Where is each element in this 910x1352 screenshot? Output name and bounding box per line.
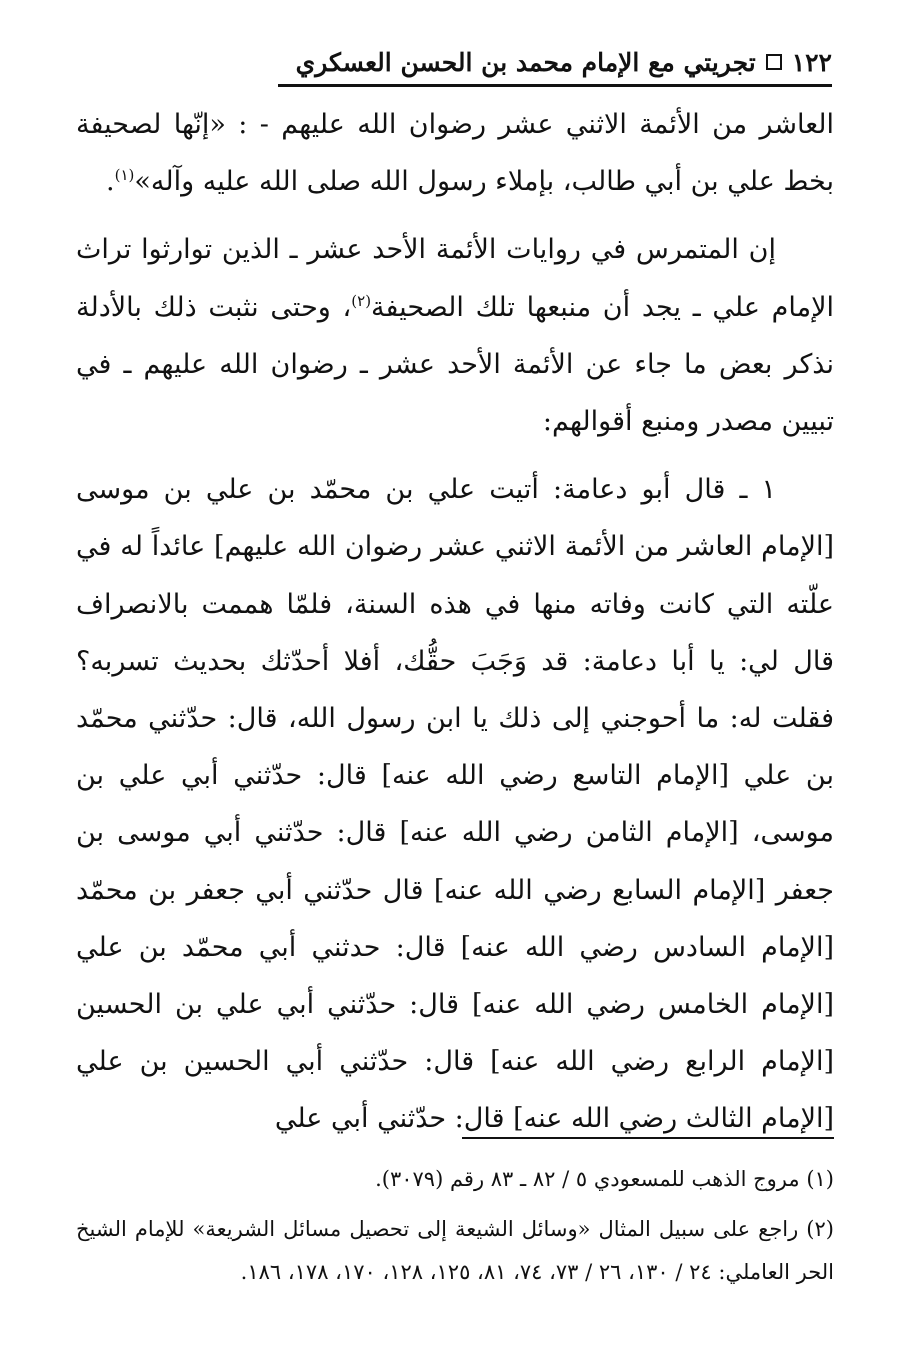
- running-header: [278, 40, 832, 87]
- footnote-ref-1: (١): [114, 166, 135, 185]
- paragraph-3: ١ ـ قال أبو دعامة: أتيت علي بن محمّد بن علي بن موسى [الإمام العاشر من الأئمة الاثني عشر رضوان الله عليهم] عائداً له في علّته التي كانت وفاته منها في هذه السنة، فلمّا هممت بالانصراف قال لي: يا أبا دعامة: قد وَجَبَ حقُّك، أفلا أحدّثك بحديث تسربه؟ فقلت له: ما أحوجني إلى ذلك يا ابن رسول الله، قال: حدّثني محمّد بن علي [الإمام التاسع رضي الله عنه] قال: حدّثني أبي علي بن موسى، [الإمام الثامن رضي الله عنه] قال: حدّثني أبي موسى بن جعفر [الإمام السابع رضي الله عنه] قال حدّثني أبي جعفر بن محمّد [الإمام السادس رضي الله عنه] قال: حدثني أبي محمّد بن علي [الإمام الخامس رضي الله عنه] قال: حدّثني أبي علي بن الحسين [الإمام الرابع رضي الله عنه] قال: حدّثني أبي الحسين بن علي [الإمام الثالث رضي الله عنه] قال: حدّثني أبي علي: [76, 474, 834, 1135]
- paragraph-2: [76, 221, 834, 450]
- footnote-1: (١) مروج الذهب للمسعودي ٥ / ٨٢ ـ ٨٣ رقم (٣٠٧٩).: [375, 1167, 834, 1191]
- paragraph-2-text-a: إن المتمرس في روايات الأئمة الأحد عشر ـ الذين توارثوا تراث الإمام علي ـ يجد أن منبعها تلك الصحيفة: [76, 234, 834, 323]
- footnote-2: (٢) راجع على سبيل المثال «وسائل الشيعة إلى تحصيل مسائل الشريعة» للإمام الشيخ الحر العاملي: ٢٤ / ١٣٠، ٢٦ / ٧٣، ٧٤، ٨١، ١٢٥، ١٢٨، ١٧٠، ١٧٨، ١٨٦.: [76, 1217, 834, 1284]
- running-title: تجريتي مع الإمام محمد بن الحسن العسكري: [295, 47, 756, 77]
- paragraph-2-text-b: ، وحتى نثبت ذلك بالأدلة نذكر بعض ما جاء عن الأئمة الأحد عشر ـ رضوان الله عليهم ـ في تبيين مصدر ومنبع أقوالهم:: [76, 291, 834, 438]
- footnote-separator: [462, 1137, 834, 1139]
- main-text: [76, 96, 834, 1148]
- paragraph-1-end: .: [106, 166, 115, 198]
- square-ornament-icon: [766, 54, 782, 70]
- footnote-ref-2: (٢): [351, 291, 372, 310]
- paragraph-1: [76, 96, 834, 210]
- page-number: ١٢٢: [791, 47, 832, 77]
- footnotes: [76, 1158, 834, 1294]
- paragraph-1-text: العاشر من الأئمة الاثني عشر رضوان الله عليهم - : «إنّها لصحيفة بخط علي بن أبي طالب، بإملاء رسول الله صلى الله عليه وآله»: [76, 109, 834, 198]
